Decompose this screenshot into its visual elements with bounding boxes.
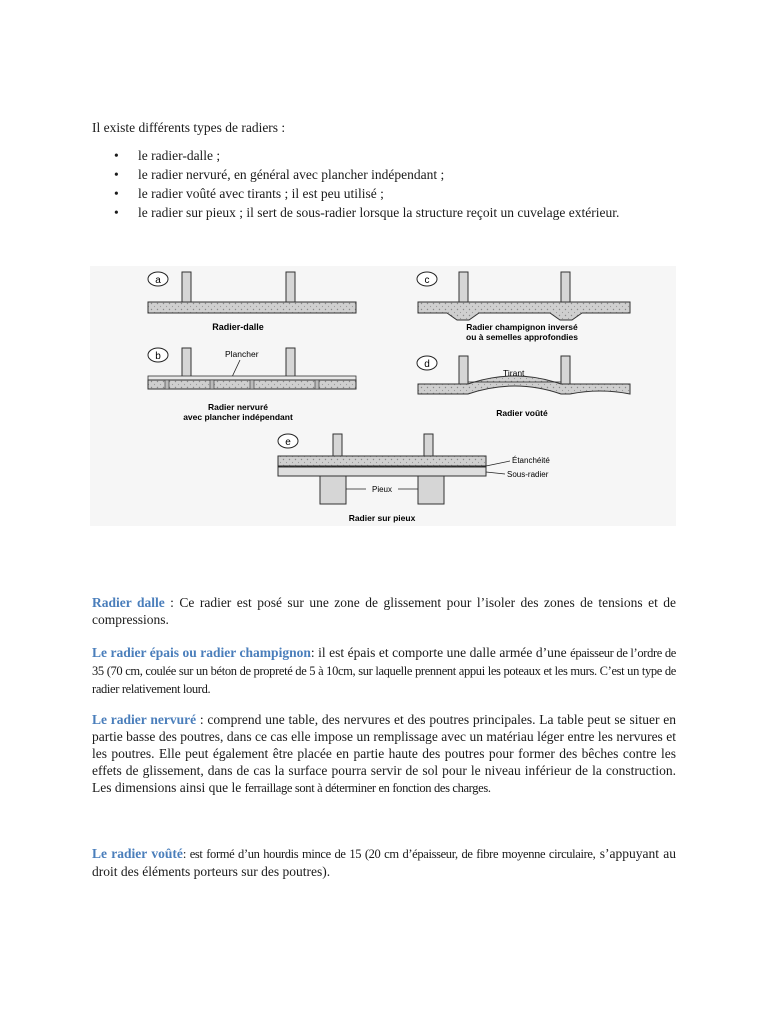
- list-item: • le radier nervuré, en général avec plancher indépendant ;: [114, 167, 445, 182]
- term-radier-nervure: Le radier nervuré: [92, 712, 197, 727]
- caption-a: Radier-dalle: [212, 322, 264, 332]
- caption-e: Radier sur pieux: [348, 513, 416, 523]
- letter-e: e: [285, 437, 291, 448]
- list-item: • le radier-dalle ;: [114, 148, 221, 163]
- bullet: •: [114, 186, 119, 201]
- list-item: • le radier sur pieux ; il sert de sous-radier lorsque la structure reçoit un cuvelage extérieur.: [114, 205, 620, 220]
- letter-c: c: [424, 275, 430, 286]
- diagram-e-radier-sur-pieux: [278, 434, 550, 523]
- label-etancheite: Étanchéité: [512, 456, 550, 465]
- diagram-a-radier-dalle: [148, 272, 356, 332]
- paragraph-radier-voute: Le radier voûté: est formé d’un hourdis mince de 15 (20 cm d’épaisseur, de fibre moyenne circulaire, s’appuyant au droit des éléments porteurs sur des poutres).: [92, 846, 677, 879]
- bullet: •: [114, 167, 119, 182]
- intro-text: Il existe différents types de radiers :: [92, 120, 286, 135]
- caption-b-line2: avec plancher indépendant: [183, 412, 293, 422]
- label-tirant: Tirant: [503, 368, 525, 378]
- term-radier-champignon: Le radier épais ou radier champignon: [92, 645, 311, 660]
- letter-d: d: [424, 359, 430, 370]
- diagram-d-radier-voute: [417, 356, 630, 418]
- caption-b-line1: Radier nervuré: [208, 402, 268, 412]
- letter-b: b: [155, 351, 161, 362]
- radier-types-list: [92, 146, 692, 222]
- caption-c-line1: Radier champignon inversé: [466, 322, 578, 332]
- term-radier-dalle: Radier dalle: [92, 595, 165, 610]
- bullet: •: [114, 205, 119, 220]
- paragraph-radier-champignon: Le radier épais ou radier champignon: il est épais et comporte une dalle armée d’une épaisseur de l’ordre de 35 (70 cm, coulée sur un béton de propreté de 5 à 10cm, sur laquelle prennent appui les poteaux et les murs. C’est un type de radier relativement lourd.: [92, 645, 676, 696]
- caption-c-line2: ou à semelles approfondies: [466, 332, 578, 342]
- diagram-b-radier-nervure: [148, 348, 356, 422]
- bullet: •: [114, 148, 119, 163]
- term-radier-voute: Le radier voûté: [92, 846, 183, 861]
- list-item: • le radier voûté avec tirants ; il est peu utilisé ;: [114, 186, 384, 201]
- paragraph-radier-dalle: Radier dalle : Ce radier est posé sur une zone de glissement pour l’isoler des zones de tensions et de compressions.: [92, 595, 677, 627]
- letter-a: a: [155, 275, 161, 286]
- diagram-c-radier-champignon: [417, 272, 630, 342]
- label-pieux: Pieux: [371, 485, 393, 494]
- label-plancher: Plancher: [225, 349, 259, 359]
- radier-types-figure: [90, 266, 676, 526]
- label-sous-radier: Sous-radier: [507, 470, 549, 479]
- caption-d: Radier voûté: [496, 408, 548, 418]
- paragraph-radier-nervure: Le radier nervuré : comprend une table, des nervures et des poutres principales. La table peut se situer en partie basse des poutres, dans ce cas elle impose un remplissage avec un matériau léger entre les nervures et les poutres. Elle peut également être placée en partie haute des poutres pour former des bêches contre les effets de glissement, dans de cas la surface pourra servir de sol pour le niveau inférieur de la construction. Les dimensions ainsi que le ferraillage sont à déterminer en fonction des charges.: [92, 712, 676, 795]
